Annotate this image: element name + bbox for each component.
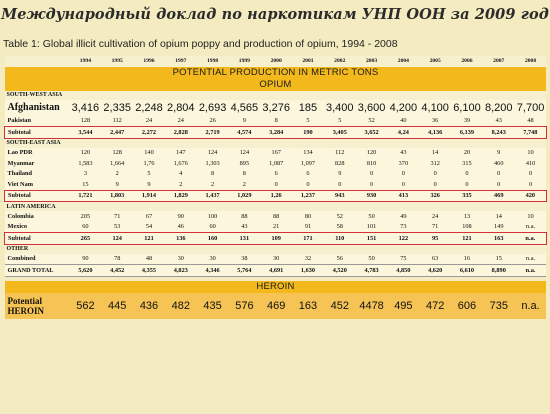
value-cell: 136 [165,233,197,245]
heroin-row [5,293,547,319]
opium-header-band [5,67,547,79]
value-cell: 128 [70,116,102,127]
value-cell: 122 [387,233,419,245]
value-cell: 91 [292,222,324,233]
value-cell: 1,76 [133,158,165,169]
row-label: Lao PDR [5,148,70,159]
value-cell: 3 [70,169,102,180]
value-cell: 735 [483,293,515,319]
value-cell: 828 [324,158,356,169]
value-cell: 4,565 [228,100,260,116]
value-cell: 60 [197,222,229,233]
value-cell: 26 [197,116,229,127]
value-cell: 50 [356,211,388,222]
value-cell: 3,600 [356,100,388,116]
value-cell: 4 [165,169,197,180]
value-cell: 4,346 [197,265,229,277]
value-cell: 15 [483,254,515,265]
value-cell: 1,087 [260,158,292,169]
value-cell: 140 [133,148,165,159]
value-cell: 1,630 [292,265,324,277]
section-header-row [5,244,547,254]
year-header: 1998 [197,56,229,67]
value-cell: 1,914 [133,190,165,202]
year-header: 1999 [228,56,260,67]
opium-header-text: OPIUM [5,79,547,91]
value-cell: 469 [483,190,515,202]
value-cell: 0 [324,179,356,190]
country-row [5,169,547,180]
row-label: GRAND TOTAL [5,265,70,277]
corner-cell [5,56,70,67]
country-row [5,116,547,127]
section-header-row [5,91,547,100]
value-cell: 54 [133,222,165,233]
year-header: 1994 [70,56,102,67]
value-cell: 151 [356,233,388,245]
value-cell: 435 [197,293,229,319]
value-cell: 460 [483,158,515,169]
value-cell: 0 [292,179,324,190]
value-cell: 3,416 [70,100,102,116]
value-cell: 128 [101,148,133,159]
year-header: 2000 [260,56,292,67]
value-cell: 13 [451,211,483,222]
value-cell: 410 [515,158,547,169]
value-cell: 121 [451,233,483,245]
value-cell: 930 [356,190,388,202]
value-cell: 2 [101,169,133,180]
value-cell: 60 [70,222,102,233]
value-cell: 4,452 [101,265,133,277]
country-row [5,254,547,265]
value-cell: 163 [292,293,324,319]
value-cell: 10 [515,148,547,159]
value-cell: 0 [387,169,419,180]
value-cell: 4,200 [387,100,419,116]
value-cell: n.a. [515,233,547,245]
table-caption: Table 1: Global illicit cultivation of opium poppy and production of opium, 1994 - 2008 [3,38,398,50]
value-cell: 2,272 [133,127,165,139]
value-cell: 7,748 [515,127,547,139]
value-cell: 50 [356,254,388,265]
value-cell: 58 [324,222,356,233]
value-cell: 4,783 [356,265,388,277]
value-cell: 4,850 [387,265,419,277]
value-cell: 88 [260,211,292,222]
value-cell: 36 [419,116,451,127]
opium-header-band [5,79,547,91]
value-cell: 63 [419,254,451,265]
year-header: 2004 [387,56,419,67]
value-cell: 4,691 [260,265,292,277]
country-row [5,100,547,116]
value-cell: 943 [324,190,356,202]
value-cell: 895 [228,158,260,169]
row-label: Pakistan [5,116,70,127]
value-cell: 124 [228,148,260,159]
value-cell: 0 [483,179,515,190]
year-header: 2002 [324,56,356,67]
value-cell: 4,520 [324,265,356,277]
value-cell: 3,284 [260,127,292,139]
value-cell: 167 [260,148,292,159]
value-cell: 335 [451,190,483,202]
value-cell: 810 [356,158,388,169]
value-cell: 80 [292,211,324,222]
country-row [5,148,547,159]
year-header: 2008 [515,56,547,67]
value-cell: 21 [260,222,292,233]
row-label: Subtotal [5,190,70,202]
section-title: SOUTH-WEST ASIA [5,91,547,100]
value-cell: n.a. [515,222,547,233]
value-cell: 1,437 [197,190,229,202]
value-cell: 0 [260,179,292,190]
value-cell: 606 [451,293,483,319]
value-cell: 49 [387,211,419,222]
value-cell: 112 [324,148,356,159]
value-cell: 124 [197,148,229,159]
row-label: Subtotal [5,233,70,245]
value-cell: 4,24 [387,127,419,139]
opium-production-table [4,56,547,319]
value-cell: 7,700 [515,100,547,116]
row-label: Thailand [5,169,70,180]
row-label: Mexico [5,222,70,233]
year-header: 2001 [292,56,324,67]
value-cell: 9 [133,179,165,190]
value-cell: 71 [101,211,133,222]
value-cell: 110 [324,233,356,245]
value-cell: 8,890 [483,265,515,277]
heroin-label-line1: Potential [7,295,42,306]
value-cell: 48 [515,116,547,127]
value-cell: 9 [228,116,260,127]
year-header: 2005 [419,56,451,67]
row-label: Viet Nam [5,179,70,190]
value-cell: 52 [324,211,356,222]
value-cell: 20 [451,148,483,159]
value-cell: 3,405 [324,127,356,139]
value-cell: 5 [324,116,356,127]
value-cell: 53 [101,222,133,233]
value-cell: 100 [197,211,229,222]
year-header: 1995 [101,56,133,67]
value-cell: 3,652 [356,127,388,139]
value-cell: 3,544 [70,127,102,139]
value-cell: 6,139 [451,127,483,139]
value-cell: 14 [419,148,451,159]
value-cell: 4478 [356,293,388,319]
value-cell: 71 [419,222,451,233]
value-cell: 0 [483,169,515,180]
value-cell: n.a. [515,293,547,319]
subtotal-row [5,233,547,245]
year-header: 2006 [451,56,483,67]
value-cell: 134 [292,148,324,159]
row-label: Subtotal [5,127,70,139]
value-cell: 1,26 [260,190,292,202]
value-cell: 6 [260,169,292,180]
value-cell: 32 [292,254,324,265]
year-header: 1996 [133,56,165,67]
value-cell: 420 [515,190,547,202]
value-cell: 8 [197,169,229,180]
country-row [5,158,547,169]
value-cell: 5 [292,116,324,127]
value-cell: 9 [483,148,515,159]
value-cell: 120 [70,148,102,159]
heroin-label-line2: HEROIN [7,305,45,316]
value-cell: 5 [133,169,165,180]
value-cell: 2,447 [101,127,133,139]
value-cell: 24 [165,116,197,127]
value-cell: 190 [292,127,324,139]
value-cell: 101 [356,222,388,233]
value-cell: 16 [451,254,483,265]
value-cell: 0 [387,179,419,190]
value-cell: 1,676 [165,158,197,169]
value-cell: 30 [197,254,229,265]
value-cell: 4,574 [228,127,260,139]
row-label: Afghanistan [5,100,70,116]
year-header: 2003 [356,56,388,67]
value-cell: 2 [228,179,260,190]
value-cell: 1,097 [292,158,324,169]
value-cell: 108 [451,222,483,233]
value-cell: 2,828 [165,127,197,139]
value-cell: 2 [165,179,197,190]
value-cell: 24 [133,116,165,127]
value-cell: 88 [228,211,260,222]
value-cell: 15 [70,179,102,190]
value-cell: 2,693 [197,100,229,116]
country-row [5,211,547,222]
value-cell: 205 [70,211,102,222]
value-cell: 185 [292,100,324,116]
value-cell: 4,620 [419,265,451,277]
value-cell: 472 [419,293,451,319]
value-cell: 75 [387,254,419,265]
value-cell: 436 [133,293,165,319]
value-cell: n.a. [515,265,547,277]
value-cell: 576 [228,293,260,319]
value-cell: 39 [451,116,483,127]
value-cell: 4,823 [165,265,197,277]
country-row [5,179,547,190]
heroin-label [5,293,70,319]
value-cell: 4,355 [133,265,165,277]
value-cell: n.a. [515,254,547,265]
value-cell: 445 [101,293,133,319]
value-cell: 5,764 [228,265,260,277]
value-cell: 40 [387,116,419,127]
heroin-header-band [5,281,547,293]
value-cell: 163 [483,233,515,245]
value-cell: 315 [451,158,483,169]
value-cell: 0 [419,179,451,190]
section-title: LATIN AMERICA [5,202,547,212]
value-cell: 8 [260,116,292,127]
value-cell: 4,136 [419,127,451,139]
value-cell: 413 [387,190,419,202]
value-cell: 73 [387,222,419,233]
value-cell: 24 [419,211,451,222]
value-cell: 78 [101,254,133,265]
value-cell: 2,248 [133,100,165,116]
value-cell: 2,804 [165,100,197,116]
value-cell: 112 [101,116,133,127]
subtotal-row [5,190,547,202]
page-title: Международный доклад по наркотикам УНП ООН за 2009 год [1,6,549,23]
opium-header-text: POTENTIAL PRODUCTION IN METRIC TONS [5,67,547,79]
value-cell: 0 [356,169,388,180]
value-cell: 1,029 [228,190,260,202]
value-cell: 120 [356,148,388,159]
value-cell: 8,200 [483,100,515,116]
value-cell: 149 [483,222,515,233]
section-header-row [5,138,547,148]
value-cell: 1,237 [292,190,324,202]
value-cell: 2 [197,179,229,190]
value-cell: 1,583 [70,158,102,169]
country-row [5,222,547,233]
value-cell: 90 [165,211,197,222]
value-cell: 6,100 [451,100,483,116]
value-cell: 0 [419,169,451,180]
year-header: 1997 [165,56,197,67]
value-cell: 482 [165,293,197,319]
value-cell: 0 [515,179,547,190]
value-cell: 370 [387,158,419,169]
section-title: SOUTH-EAST ASIA [5,138,547,148]
section-header-row [5,202,547,212]
value-cell: 0 [356,179,388,190]
year-header: 2007 [483,56,515,67]
value-cell: 3,400 [324,100,356,116]
value-cell: 90 [70,254,102,265]
value-cell: 52 [356,116,388,127]
value-cell: 121 [133,233,165,245]
value-cell: 124 [101,233,133,245]
value-cell: 30 [260,254,292,265]
value-cell: 109 [260,233,292,245]
value-cell: 9 [101,179,133,190]
heroin-header-text: HEROIN [5,281,547,293]
value-cell: 562 [70,293,102,319]
value-cell: 0 [515,169,547,180]
grand-total-row [5,265,547,277]
value-cell: 8,243 [483,127,515,139]
value-cell: 495 [387,293,419,319]
row-label: Colombia [5,211,70,222]
value-cell: 10 [515,211,547,222]
value-cell: 1,721 [70,190,102,202]
value-cell: 14 [483,211,515,222]
value-cell: 5,620 [70,265,102,277]
value-cell: 147 [165,148,197,159]
value-cell: 46 [165,222,197,233]
value-cell: 30 [165,254,197,265]
value-cell: 0 [451,179,483,190]
value-cell: 1,803 [101,190,133,202]
value-cell: 131 [228,233,260,245]
value-cell: 1,829 [165,190,197,202]
value-cell: 1,303 [197,158,229,169]
subtotal-row [5,127,547,139]
value-cell: 67 [133,211,165,222]
row-label: Myanmar [5,158,70,169]
value-cell: 95 [419,233,451,245]
value-cell: 469 [260,293,292,319]
value-cell: 43 [387,148,419,159]
year-header-row [5,56,547,67]
value-cell: 265 [70,233,102,245]
value-cell: 326 [419,190,451,202]
value-cell: 0 [451,169,483,180]
value-cell: 160 [197,233,229,245]
value-cell: 9 [324,169,356,180]
value-cell: 8 [228,169,260,180]
value-cell: 2,335 [101,100,133,116]
value-cell: 171 [292,233,324,245]
value-cell: 38 [228,254,260,265]
value-cell: 48 [133,254,165,265]
value-cell: 1,664 [101,158,133,169]
value-cell: 312 [419,158,451,169]
value-cell: 6 [292,169,324,180]
value-cell: 4,100 [419,100,451,116]
value-cell: 3,276 [260,100,292,116]
value-cell: 43 [228,222,260,233]
value-cell: 43 [483,116,515,127]
value-cell: 452 [324,293,356,319]
section-title: OTHER [5,244,547,254]
row-label: Combined [5,254,70,265]
value-cell: 56 [324,254,356,265]
value-cell: 6,610 [451,265,483,277]
value-cell: 2,719 [197,127,229,139]
